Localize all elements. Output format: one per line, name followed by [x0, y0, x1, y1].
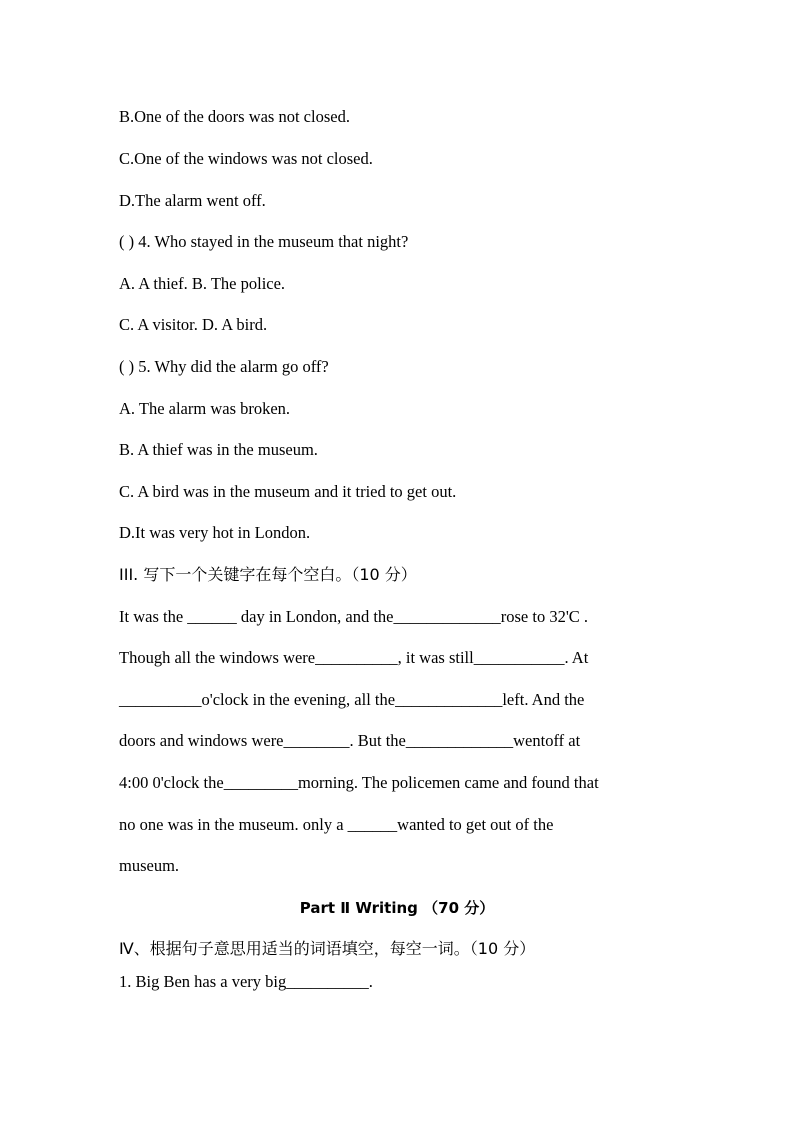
q4-options-cd: C. A visitor. D. A bird.	[119, 315, 268, 334]
cloze-line-1: It was the ______ day in London, and the_____________rose to 32'C .	[119, 607, 589, 626]
question-5: ( ) 5. Why did the alarm go off?	[119, 357, 329, 376]
option-b-q3: B.One of the doors was not closed.	[119, 107, 350, 126]
cloze-line-4: doors and windows were________. But the_____________wentoff at	[119, 731, 581, 750]
option-d-q3: D.The alarm went off.	[119, 191, 266, 210]
option-c-q3: C.One of the windows was not closed.	[119, 149, 373, 168]
cloze-line-3: __________o'clock in the evening, all the_____________left. And the	[119, 690, 585, 709]
q5-option-a: A. The alarm was broken.	[119, 399, 291, 418]
part-2-heading: Part Ⅱ Writing （70 分）	[299, 899, 495, 917]
q4-options-ab: A. A thief. B. The police.	[119, 274, 286, 293]
fill-question-1: 1. Big Ben has a very big__________.	[119, 972, 373, 991]
cloze-line-5: 4:00 0'clock the_________morning. The policemen came and found that	[119, 773, 599, 792]
cloze-line-2: Though all the windows were__________, it was still___________. At	[119, 648, 589, 667]
section-3-heading: III. 写下一个关键字在每个空白。（10 分）	[119, 565, 417, 584]
q5-option-b: B. A thief was in the museum.	[119, 440, 318, 459]
q5-option-d: D.It was very hot in London.	[119, 523, 311, 542]
cloze-line-6: no one was in the museum. only a ______wanted to get out of the	[119, 815, 554, 834]
cloze-line-7: museum.	[119, 856, 180, 875]
section-4-heading: Ⅳ、根据句子意思用适当的词语填空，每空一词。（10 分）	[119, 939, 536, 958]
q5-option-c: C. A bird was in the museum and it tried to get out.	[119, 482, 457, 501]
question-4: ( ) 4. Who stayed in the museum that night?	[119, 232, 409, 251]
